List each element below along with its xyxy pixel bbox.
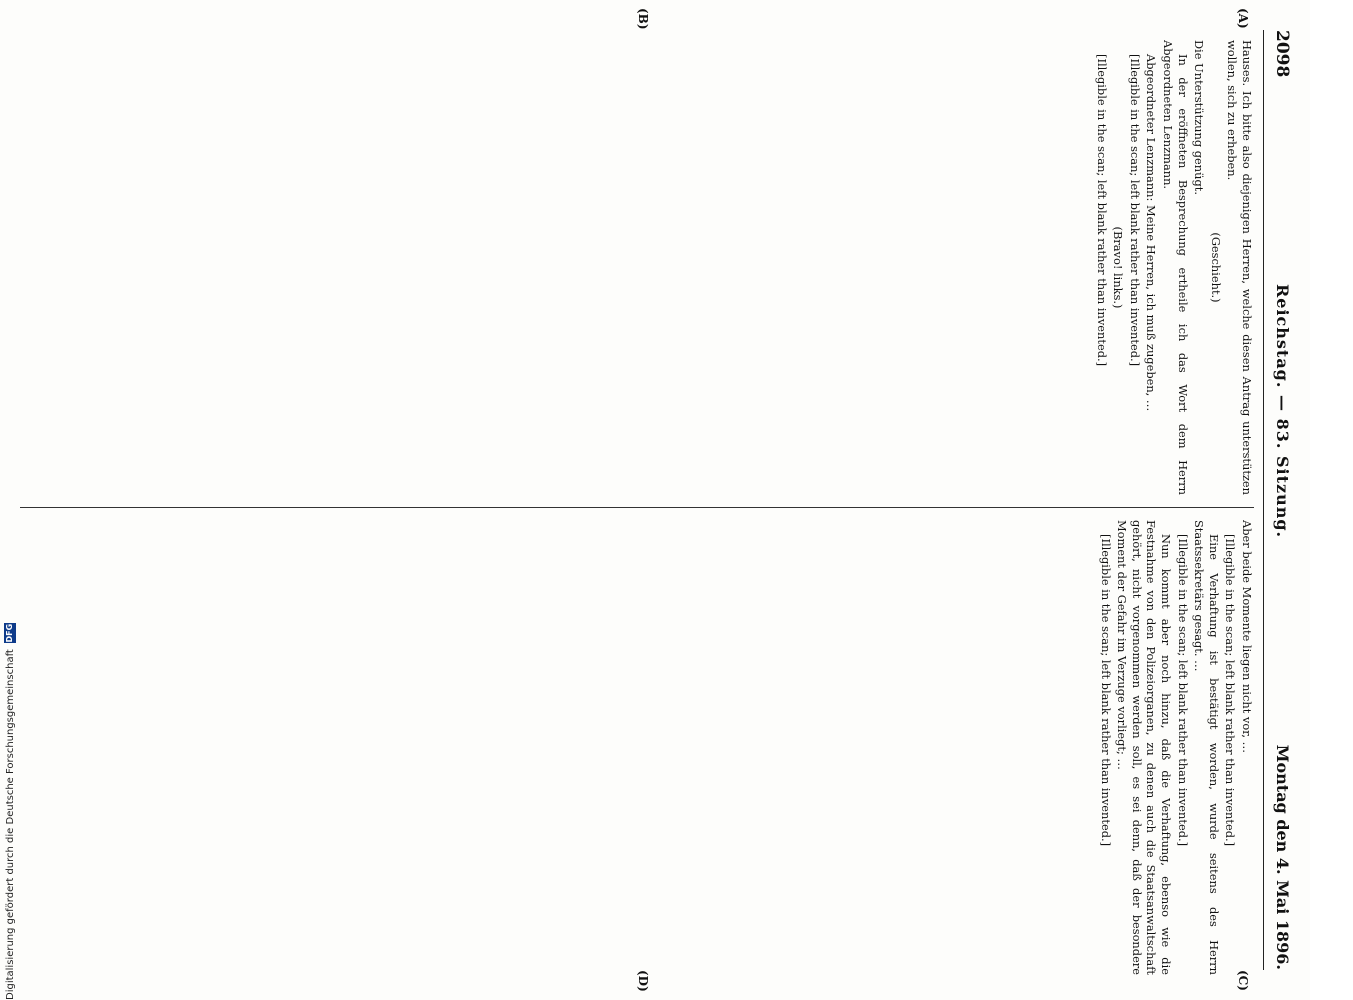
column-divider <box>20 507 1254 508</box>
paragraph: [Illegible in the scan; left blank rather than invented.] <box>1098 534 1113 847</box>
paragraph: Aber beide Momente liegen nicht vor, … <box>1240 520 1254 754</box>
page-number: 2098 <box>1272 30 1292 78</box>
paragraph: Die Unterstützung genügt. <box>1192 40 1207 195</box>
digitization-credit <box>2 0 18 1000</box>
paragraph: Eine Verhaftung ist bestätigt worden, wurde seitens des Herrn Staatssekretärs gesagt. … <box>1192 520 1221 975</box>
margin-marker-a: (A) <box>1236 8 1250 29</box>
paragraph: [Illegible in the scan; left blank rather than invented.] <box>1223 534 1238 847</box>
paragraph: [Illegible in the scan; left blank rather than invented.] <box>1175 534 1190 847</box>
paragraph: (Bravo! links.) <box>1111 226 1126 309</box>
paragraph: Nun kommt aber noch hinzu, daß die Verhaftung, ebenso wie die Festnahme von den Polizeiorganen, zu denen auch die Staatsanwaltschaft gehört, nicht vorgenommen werden soll, es sei denn, daß der besondere Moment der Gefahr im Verzuge vorliegt; … <box>1115 520 1174 975</box>
header-rule <box>1263 30 1264 970</box>
paragraph: Hauses. Ich bitte also diejenigen Herren, welche diesen Antrag unterstützen wollen, sich zu erheben. <box>1225 40 1254 495</box>
paragraph: [Illegible in the scan; left blank rather than invented.] <box>1127 54 1142 367</box>
margin-marker-d: (D) <box>636 970 650 992</box>
page-date: Montag den 4. Mai 1896. <box>1273 744 1292 970</box>
left-text-column <box>20 40 1254 495</box>
paragraph: In der eröffneten Besprechung ertheile ich das Wort dem Herrn Abgeordneten Lenzmann. <box>1161 40 1190 495</box>
page-header <box>1266 30 1292 970</box>
dfg-logo-icon: DFG <box>5 623 14 643</box>
page-title: Reichstag. — 83. Sitzung. <box>1273 283 1292 539</box>
margin-marker-c: (C) <box>1236 970 1250 991</box>
paragraph: Abgeordneter Lenzmann: Meine Herren, ich muß zugeben, … <box>1144 54 1159 412</box>
dfg-credit-text: Digitalisierung gefördert durch die Deutsche Forschungsgemeinschaft <box>4 649 16 1000</box>
margin-marker-b: (B) <box>636 8 650 30</box>
paragraph: [Illegible in the scan; left blank rather than invented.] <box>1094 54 1109 367</box>
right-text-column <box>20 520 1254 975</box>
paragraph: (Geschieht.) <box>1208 232 1223 303</box>
